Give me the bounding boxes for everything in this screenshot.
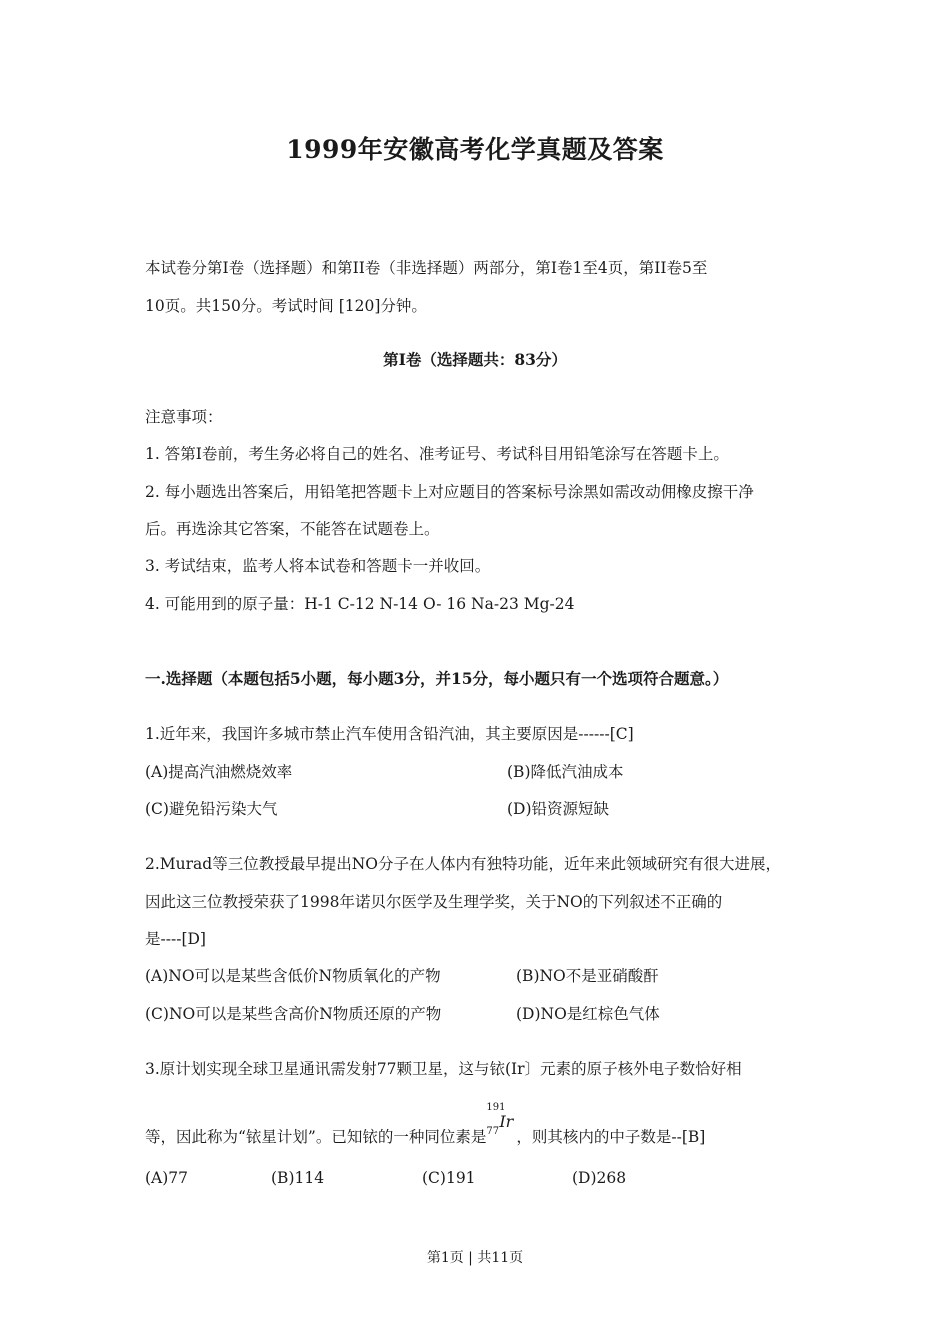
q2-option-c: (C)NO可以是某些含高价N物质还原的产物 (145, 1005, 442, 1023)
q2-option-b: (B)NO不是亚硝酸酐 (516, 967, 659, 985)
section-heading: 第Ⅰ卷（选择题共：83分） (383, 350, 567, 369)
q3-option-c: (C)191 (422, 1169, 476, 1187)
note-item-2b: 后。再选涂其它答案，不能答在试题卷上。 (145, 520, 440, 538)
note-item-1: 1. 答第Ⅰ卷前，考生务必将自己的姓名、准考证号、考试科目用铅笔涂写在答题卡上。 (145, 445, 729, 463)
note-item-4: 4. 可能用到的原子量：H-1 C-12 N-14 O- 16 Na-23 Mg-24 (145, 595, 575, 613)
intro-line-2: 10页。共150分。考试时间 [120]分钟。 (145, 297, 427, 315)
intro-line-1: 本试卷分第Ⅰ卷（选择题）和第II卷（非选择题）两部分，第Ⅰ卷1至4页，第II卷5至 (145, 259, 708, 277)
page-footer: 第1页 | 共11页 (426, 1250, 524, 1266)
q1-option-c: (C)避免铅污染大气 (145, 800, 278, 818)
q3-stem-2-pre: 等，因此称为“铱星计划”。已知铱的一种同位素是 (145, 1128, 487, 1146)
note-item-3: 3. 考试结束，监考人将本试卷和答题卡一并收回。 (145, 557, 491, 575)
q3-stem-1: 3.原计划实现全球卫星通讯需发射77颗卫星，这与铱(Ir〕元素的原子核外电子数恰好相 (145, 1060, 742, 1078)
q2-stem-2: 因此这三位教授荣获了1998年诺贝尔医学及生理学奖，关于NO的下列叙述不正确的 (145, 893, 723, 911)
q3-stem-2 (145, 1102, 706, 1148)
isotope-atomic-number: 77 (486, 1126, 500, 1137)
q3-stem-2-post: ，则其核内的中子数是--[B] (516, 1128, 706, 1146)
q3-option-b: (B)114 (271, 1169, 325, 1187)
q2-stem-1: 2.Murad等三位教授最早提出NO分子在人体内有独特功能，近年来此领域研究有很大进展， (145, 855, 781, 873)
q1-stem: 1.近年来，我国许多城市禁止汽车使用含铅汽油，其主要原因是------[C] (145, 725, 634, 743)
notes-heading: 注意事项： (145, 408, 223, 426)
q2-option-a: (A)NO可以是某些含低价N物质氧化的产物 (145, 967, 441, 985)
part1-heading: 一.选择题（本题包括5小题，每小题3分，并15分，每小题只有一个选项符合题意。） (145, 669, 729, 688)
isotope-mass-number: 191 (486, 1102, 506, 1113)
q1-option-a: (A)提高汽油燃烧效率 (145, 763, 293, 781)
q2-stem-3: 是----[D] (145, 930, 206, 948)
isotope-symbol: Ir (499, 1112, 514, 1131)
q3-option-d: (D)268 (572, 1169, 627, 1187)
q1-option-d: (D)铅资源短缺 (507, 800, 610, 818)
isotope-notation (486, 1102, 516, 1148)
q1-option-b: (B)降低汽油成本 (507, 763, 624, 781)
q2-option-d: (D)NO是红棕色气体 (516, 1005, 660, 1023)
note-item-2a: 2. 每小题选出答案后，用铅笔把答题卡上对应题目的答案标号涂黑如需改动佣橡皮擦干净 (145, 483, 754, 501)
q3-option-a: (A)77 (145, 1169, 189, 1187)
document-title: 1999年安徽高考化学真题及答案 (286, 135, 664, 164)
